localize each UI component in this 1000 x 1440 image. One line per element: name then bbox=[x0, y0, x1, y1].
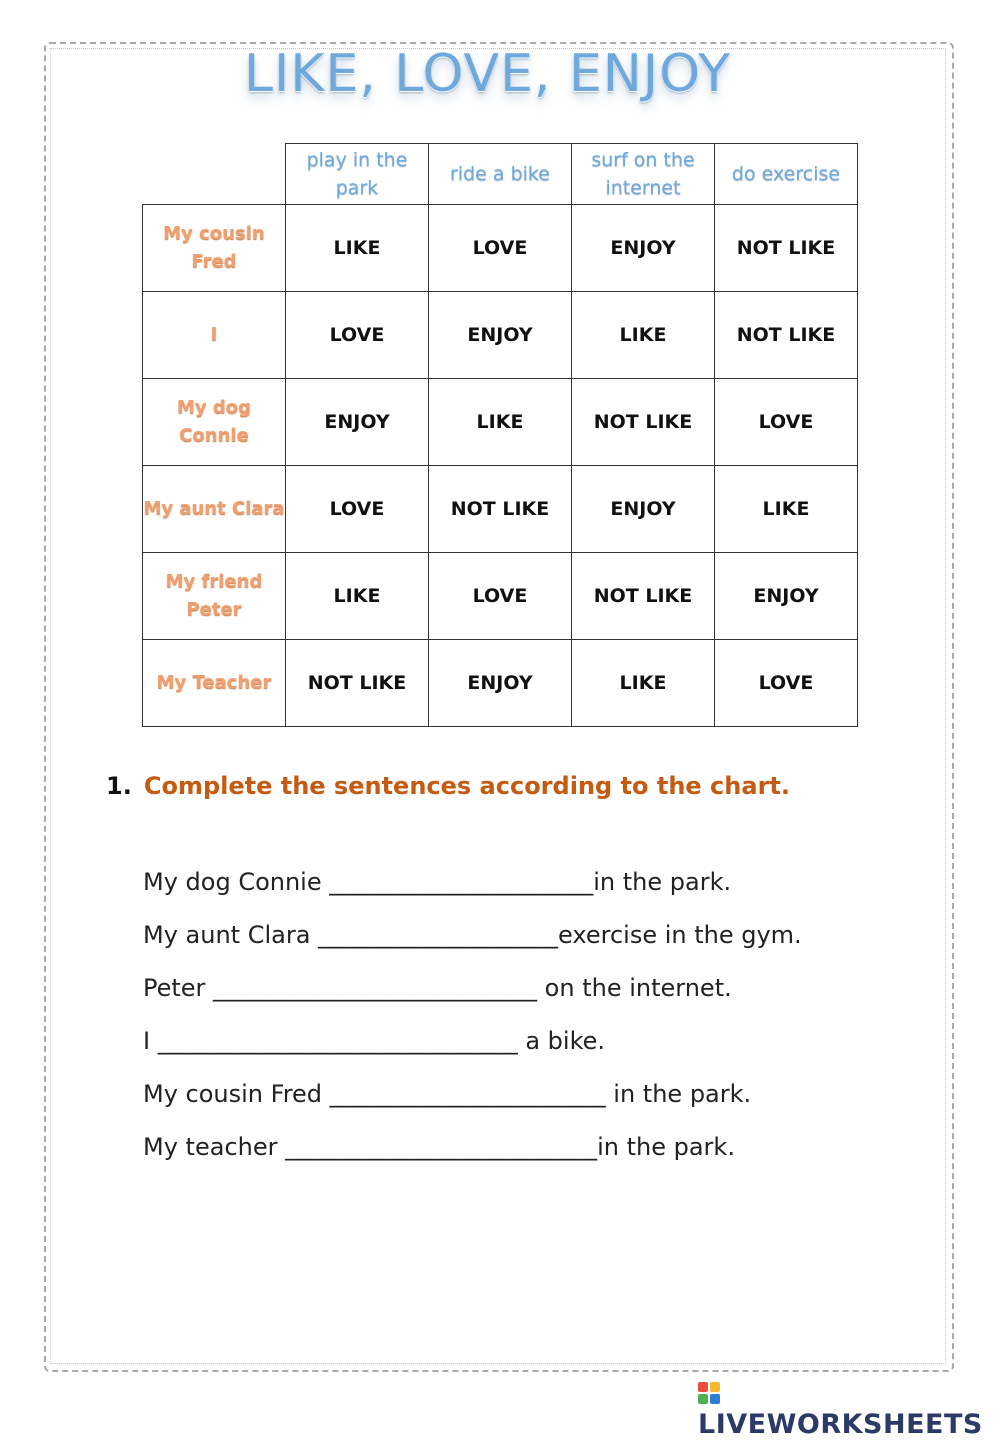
table-row bbox=[143, 379, 858, 466]
table-cell: LOVE bbox=[286, 292, 429, 379]
table-row bbox=[143, 466, 858, 553]
table-cell: LOVE bbox=[715, 640, 858, 727]
row-header: My aunt Clara bbox=[143, 466, 286, 553]
column-header-surf-on-the-internet: surf on the internet bbox=[572, 144, 715, 205]
column-header-play-in-the-park: play in the park bbox=[286, 144, 429, 205]
sentence-list bbox=[143, 862, 802, 1180]
fill-in-sentence[interactable]: My cousin Fred _______________________ in the park. bbox=[143, 1080, 752, 1108]
table-cell: NOT LIKE bbox=[715, 205, 858, 292]
table-cell: LIKE bbox=[286, 553, 429, 640]
fill-in-sentence[interactable]: Peter ___________________________ on the internet. bbox=[143, 974, 732, 1002]
table-cell: NOT LIKE bbox=[572, 379, 715, 466]
table-cell: LOVE bbox=[286, 466, 429, 553]
table-row bbox=[143, 205, 858, 292]
logo-icon bbox=[698, 1382, 720, 1404]
chart-corner-cell bbox=[143, 144, 286, 205]
instruction-text: Complete the sentences according to the chart. bbox=[143, 772, 790, 800]
exercise-number: 1. bbox=[106, 772, 132, 800]
table-cell: LOVE bbox=[715, 379, 858, 466]
row-header: My Teacher bbox=[143, 640, 286, 727]
brand-name: LIVEWORKSHEETS bbox=[698, 1409, 983, 1440]
column-header-do-exercise: do exercise bbox=[715, 144, 858, 205]
row-header: My friend Peter bbox=[143, 553, 286, 640]
table-cell: NOT LIKE bbox=[572, 553, 715, 640]
fill-in-sentence[interactable]: My teacher __________________________in the park. bbox=[143, 1133, 735, 1161]
fill-in-sentence[interactable]: My dog Connie ______________________in the park. bbox=[143, 868, 732, 896]
table-cell: ENJOY bbox=[715, 553, 858, 640]
row-header: I bbox=[143, 292, 286, 379]
table-cell: ENJOY bbox=[286, 379, 429, 466]
column-header-ride-a-bike: ride a bike bbox=[429, 144, 572, 205]
table-cell: LOVE bbox=[429, 553, 572, 640]
preference-chart bbox=[142, 143, 858, 727]
table-row bbox=[143, 553, 858, 640]
table-cell: ENJOY bbox=[429, 640, 572, 727]
table-cell: NOT LIKE bbox=[286, 640, 429, 727]
table-row bbox=[143, 640, 858, 727]
table-cell: LOVE bbox=[429, 205, 572, 292]
table-cell: ENJOY bbox=[572, 205, 715, 292]
table-cell: ENJOY bbox=[572, 466, 715, 553]
fill-in-sentence[interactable]: My aunt Clara ____________________exercise in the gym. bbox=[143, 921, 802, 949]
table-cell: NOT LIKE bbox=[429, 466, 572, 553]
table-cell: LIKE bbox=[715, 466, 858, 553]
exercise-instruction bbox=[106, 772, 790, 800]
table-cell: LIKE bbox=[572, 292, 715, 379]
table-row bbox=[143, 292, 858, 379]
table-cell: NOT LIKE bbox=[715, 292, 858, 379]
page-title: LIKE, LOVE, ENJOY bbox=[244, 44, 731, 104]
table-cell: ENJOY bbox=[429, 292, 572, 379]
row-header: My cousin Fred bbox=[143, 205, 286, 292]
chart-header-row bbox=[143, 144, 858, 205]
table-cell: LIKE bbox=[286, 205, 429, 292]
liveworksheets-logo bbox=[698, 1378, 1000, 1440]
row-header: My dog Connie bbox=[143, 379, 286, 466]
fill-in-sentence[interactable]: I ______________________________ a bike. bbox=[143, 1027, 606, 1055]
table-cell: LIKE bbox=[429, 379, 572, 466]
table-cell: LIKE bbox=[572, 640, 715, 727]
